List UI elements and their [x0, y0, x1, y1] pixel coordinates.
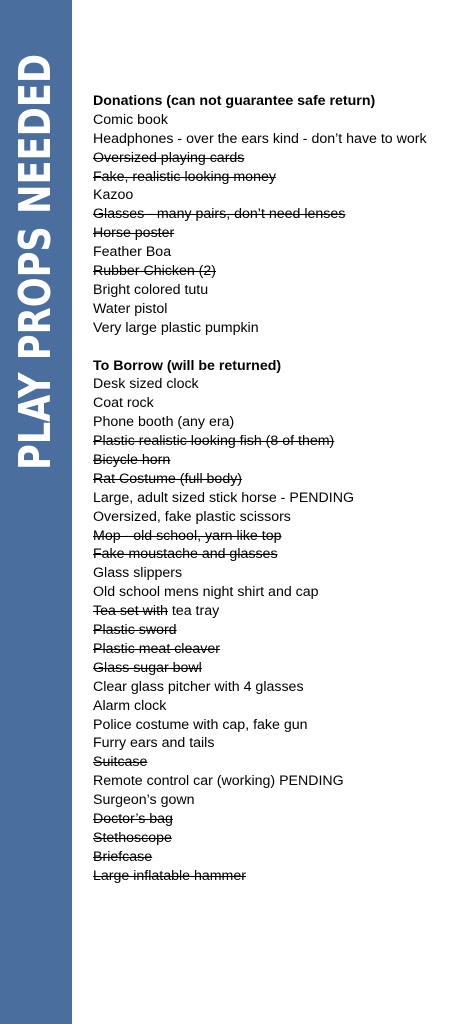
list-item	[93, 111, 453, 130]
item-text: Headphones - over the ears kind - don’t have to work	[93, 130, 427, 147]
struck-item-text: Large inflatable hammer	[93, 867, 246, 884]
list-item	[93, 848, 453, 867]
section-heading: To Borrow (will be returned)	[93, 357, 282, 374]
struck-item-text: Bicycle horn	[93, 452, 171, 469]
side-band	[0, 0, 72, 1024]
struck-item-text: Horse poster	[93, 225, 175, 242]
struck-item-text: Glasses - many pairs, don’t need lenses	[93, 206, 346, 223]
list-item	[93, 130, 453, 149]
item-text: Feather Boa	[93, 244, 172, 261]
item-text: Old school mens night shirt and cap	[93, 584, 319, 601]
struck-item-text: Rubber Chicken (2)	[93, 263, 217, 280]
item-text: Bright colored tutu	[93, 281, 209, 298]
list-item	[93, 149, 453, 168]
struck-item-text: Glass sugar bowl	[93, 659, 202, 676]
item-text: Very large plastic pumpkin	[93, 319, 259, 336]
struck-item-text: Plastic realistic looking fish (8 of them)	[93, 433, 335, 450]
item-text: Desk sized clock	[93, 376, 199, 393]
item-text: Glass slippers	[93, 565, 183, 582]
list-item	[93, 829, 453, 848]
list-item	[93, 716, 453, 735]
list-item	[93, 243, 453, 262]
list-item	[93, 545, 453, 564]
item-text: Alarm clock	[93, 697, 167, 714]
list-item	[93, 867, 453, 886]
item-text: Kazoo	[93, 187, 134, 204]
list-item	[93, 734, 453, 753]
side-title	[10, 2, 61, 522]
list-item	[93, 262, 453, 281]
list-item	[93, 697, 453, 716]
section-heading: Donations (can not guarantee safe return)	[93, 93, 376, 109]
props-content	[93, 92, 453, 905]
props-section	[93, 92, 453, 338]
struck-item-text: Oversized playing cards	[93, 149, 245, 166]
list-item	[93, 470, 453, 489]
props-list	[93, 375, 453, 885]
item-text: Remote control car (working) PENDING	[93, 773, 344, 790]
list-item	[93, 583, 453, 602]
list-item	[93, 394, 453, 413]
item-text: Water pistol	[93, 300, 168, 317]
list-item	[93, 564, 453, 583]
list-item	[93, 527, 453, 546]
item-text: Surgeon’s gown	[93, 792, 195, 809]
struck-item-text: Doctor’s bag	[93, 810, 173, 827]
list-item	[93, 281, 453, 300]
list-item	[93, 810, 453, 829]
item-text: Phone booth (any era)	[93, 414, 235, 431]
list-item	[93, 168, 453, 187]
struck-item-text: Rat Costume (full body)	[93, 470, 243, 487]
list-item	[93, 375, 453, 394]
props-list	[93, 111, 453, 338]
list-item	[93, 508, 453, 527]
list-item	[93, 451, 453, 470]
list-item	[93, 224, 453, 243]
item-text: Oversized, fake plastic scissors	[93, 508, 291, 525]
item-text: Coat rock	[93, 395, 154, 412]
list-item	[93, 621, 453, 640]
struck-item-text: Plastic sword	[93, 622, 177, 639]
list-item	[93, 602, 453, 621]
item-text: Large, adult sized stick horse - PENDING	[93, 489, 354, 506]
struck-item-text: Plastic meat cleaver	[93, 640, 220, 657]
item-text: Clear glass pitcher with 4 glasses	[93, 678, 304, 695]
list-item	[93, 678, 453, 697]
list-item	[93, 489, 453, 508]
struck-item-text: Stethoscope	[93, 829, 172, 846]
props-section	[93, 357, 453, 886]
item-text: Police costume with cap, fake gun	[93, 716, 308, 733]
struck-item-text: Fake, realistic looking money	[93, 168, 276, 185]
list-item	[93, 791, 453, 810]
list-item	[93, 205, 453, 224]
struck-item-text: Briefcase	[93, 848, 153, 865]
struck-item-text: Mop - old school, yarn like top	[93, 527, 282, 544]
struck-item-text: Fake moustache and glasses	[93, 546, 278, 563]
struck-item-text: Tea set with	[93, 603, 168, 620]
list-item	[93, 319, 453, 338]
item-text: Comic book	[93, 111, 168, 128]
item-text: tea tray	[167, 603, 220, 620]
list-item	[93, 186, 453, 205]
list-item	[93, 659, 453, 678]
list-item	[93, 753, 453, 772]
list-item	[93, 300, 453, 319]
struck-item-text: Suitcase	[93, 754, 148, 771]
list-item	[93, 640, 453, 659]
side-title-text: PLAY PROPS NEEDED	[10, 53, 61, 471]
list-item	[93, 772, 453, 791]
list-item	[93, 432, 453, 451]
item-text: Furry ears and tails	[93, 735, 215, 752]
list-item	[93, 413, 453, 432]
